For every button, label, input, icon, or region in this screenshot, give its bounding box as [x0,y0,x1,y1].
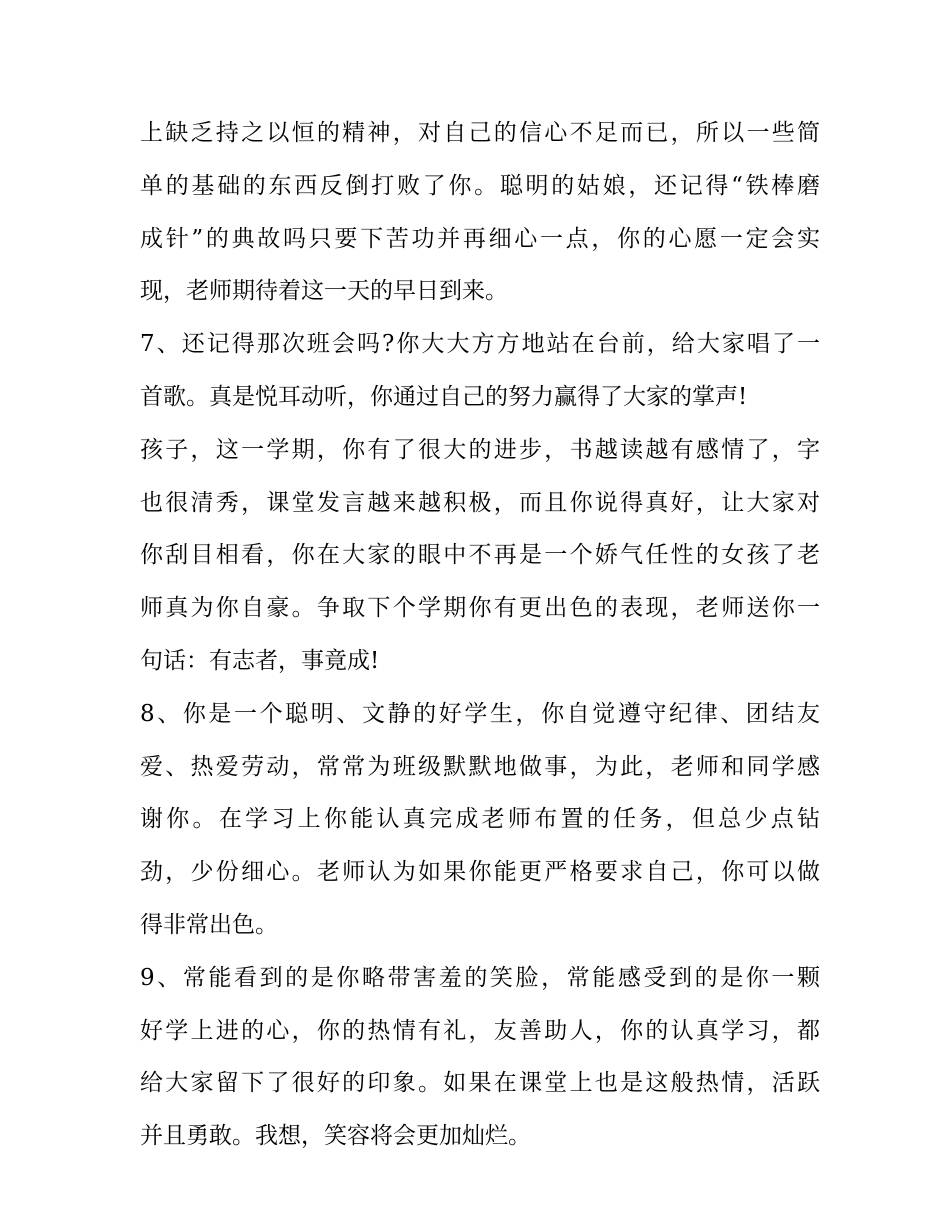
text-line: 7、还记得那次班会吗?你大大方方地站在台前，给大家唱了一 [140,331,820,358]
text-line: 单的基础的东西反倒打败了你。聪明的姑娘，还记得“铁棒磨 [140,172,820,199]
text-line: 师真为你自豪。争取下个学期你有更出色的表现，老师送你一 [140,595,820,622]
text-line: 孩子，这一学期，你有了很大的进步，书越读越有感情了，字 [140,436,820,463]
text-line: 给大家留下了很好的印象。如果在课堂上也是这般热情，活跃 [140,1070,820,1097]
text-line: 句话：有志者，事竟成! [140,647,380,674]
text-line: 首歌。真是悦耳动听，你通过自己的努力赢得了大家的掌声! [140,383,748,410]
text-line: 谢你。在学习上你能认真完成老师布置的任务，但总少点钻 [140,806,820,833]
document-body [140,107,820,1163]
text-line: 成针”的典故吗只要下苦功并再细心一点，你的心愿一定会实 [140,225,820,252]
text-line: 上缺乏持之以恒的精神，对自己的信心不足而已，所以一些简 [140,120,820,146]
text-line: 劲，少份细心。老师认为如果你能更严格要求自己，你可以做 [140,859,820,886]
text-line: 你刮目相看，你在大家的眼中不再是一个娇气任性的女孩了老 [140,542,820,569]
text-line: 8、你是一个聪明、文静的好学生，你自觉遵守纪律、团结友 [140,700,820,727]
text-line: 好学上进的心，你的热情有礼，友善助人，你的认真学习，都 [140,1017,820,1044]
text-line: 爱、热爱劳动，常常为班级默默地做事，为此，老师和同学感 [140,753,820,780]
text-line: 9、常能看到的是你略带害羞的笑脸，常能感受到的是你一颗 [140,964,820,991]
text-line: 也很清秀，课堂发言越来越积极，而且你说得真好，让大家对 [140,489,820,516]
text-line: 得非常出色。 [140,911,278,938]
text-line: 现，老师期待着这一天的早日到来。 [140,278,508,305]
text-line: 并且勇敢。我想，笑容将会更加灿烂。 [140,1123,531,1150]
